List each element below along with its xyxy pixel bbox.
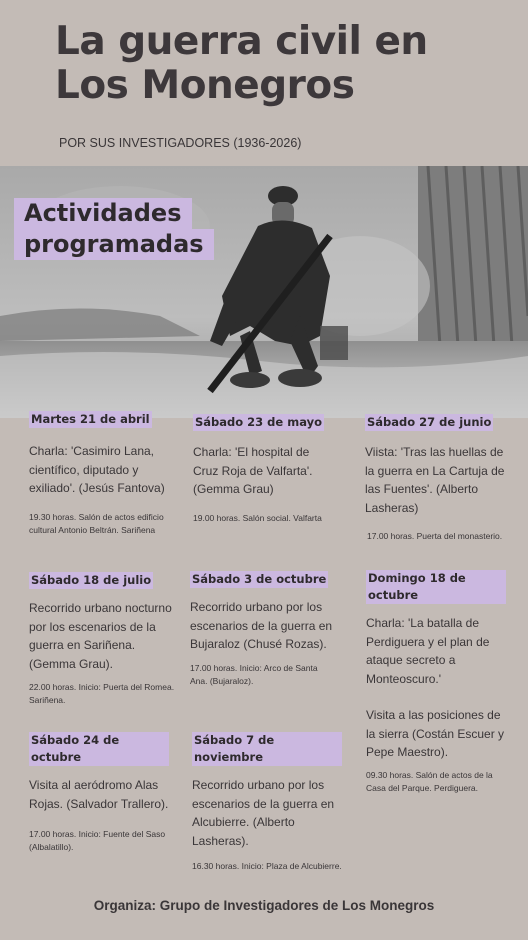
heading-line-2: programadas — [14, 229, 214, 260]
event-details: 17.00 horas. Inicio: Arco de Santa Ana. (Bujaraloz). — [190, 662, 318, 686]
event-details: 19.00 horas. Salón social. Valfarta — [193, 512, 322, 523]
event-details: 17.00 horas. Inicio: Fuente del Saso (Albalatillo). — [29, 829, 166, 852]
event-date: Martes 21 de abril — [31, 412, 150, 426]
title-line-2: Los Monegros — [55, 63, 355, 108]
event-description: Visita al aeródromo Alas Rojas. (Salvador Trallero). — [29, 778, 169, 811]
event-details: 09.30 horas. Salón de actos de la Casa del Parque. Perdiguera. — [366, 769, 493, 793]
event-details: 19.30 horas. Salón de actos edificio cultural Antonio Beltrán. Sariñena — [29, 511, 164, 535]
event-description: Charla: 'La batalla de Perdiguera y el plan de ataque secreto a Monteoscuro.' — [366, 616, 490, 686]
event-description: Viista: 'Tras las huellas de la guerra en La Cartuja de las Fuentes'. (Alberto Lasheras) — [365, 445, 505, 515]
event-card — [192, 732, 342, 873]
event-description: Recorrido urbano por los escenarios de la guerra en Alcubierre. (Alberto Lasheras). — [192, 778, 335, 848]
event-details: 17.00 horas. Puerta del monasterio. — [367, 531, 503, 541]
event-description: Charla: 'El hospital de Cruz Roja de Valfarta'. (Gemma Grau) — [193, 445, 313, 496]
event-date: Sábado 3 de octubre — [192, 572, 327, 586]
poster-title — [55, 20, 515, 108]
event-date: Sábado 18 de julio — [31, 573, 152, 587]
organizer-credit: Organiza: Grupo de Investigadores de Los Monegros — [93, 898, 435, 913]
event-date: Sábado 24 de octubre — [29, 732, 169, 766]
event-details: 16.30 horas. Inicio: Plaza de Alcubierre. — [192, 861, 342, 871]
title-line-1: La guerra civil en — [55, 19, 428, 64]
event-date: Sábado 23 de mayo — [195, 415, 322, 429]
event-description: Recorrido urbano nocturno por los escenarios de la guerra en Sariñena. (Gemma Grau). — [29, 601, 172, 671]
event-date: Sábado 7 de noviembre — [192, 732, 342, 766]
event-description: Recorrido urbano por los escenarios de la guerra en Bujaraloz (Chusé Rozas). — [190, 600, 333, 651]
activities-heading — [14, 198, 214, 260]
event-card — [365, 413, 505, 543]
event-description-2: Visita a las posiciones de la sierra (Costán Escuer y Pepe Maestro). — [366, 708, 505, 759]
event-card — [366, 570, 506, 795]
event-card — [193, 413, 333, 525]
event-card — [29, 732, 169, 854]
event-card — [29, 571, 179, 707]
event-date: Domingo 18 de octubre — [366, 570, 506, 604]
event-card — [190, 570, 335, 688]
event-card — [29, 410, 169, 537]
event-description: Charla: 'Casimiro Lana, científico, diputado y exiliado'. (Jesús Fantova) — [29, 444, 165, 495]
event-details: 22.00 horas. Inicio: Puerta del Romea. Sariñena. — [29, 682, 175, 705]
heading-line-1: Actividades — [14, 198, 192, 229]
event-date: Sábado 27 de junio — [367, 415, 492, 429]
poster-subtitle: POR SUS INVESTIGADORES (1936-2026) — [59, 136, 302, 150]
